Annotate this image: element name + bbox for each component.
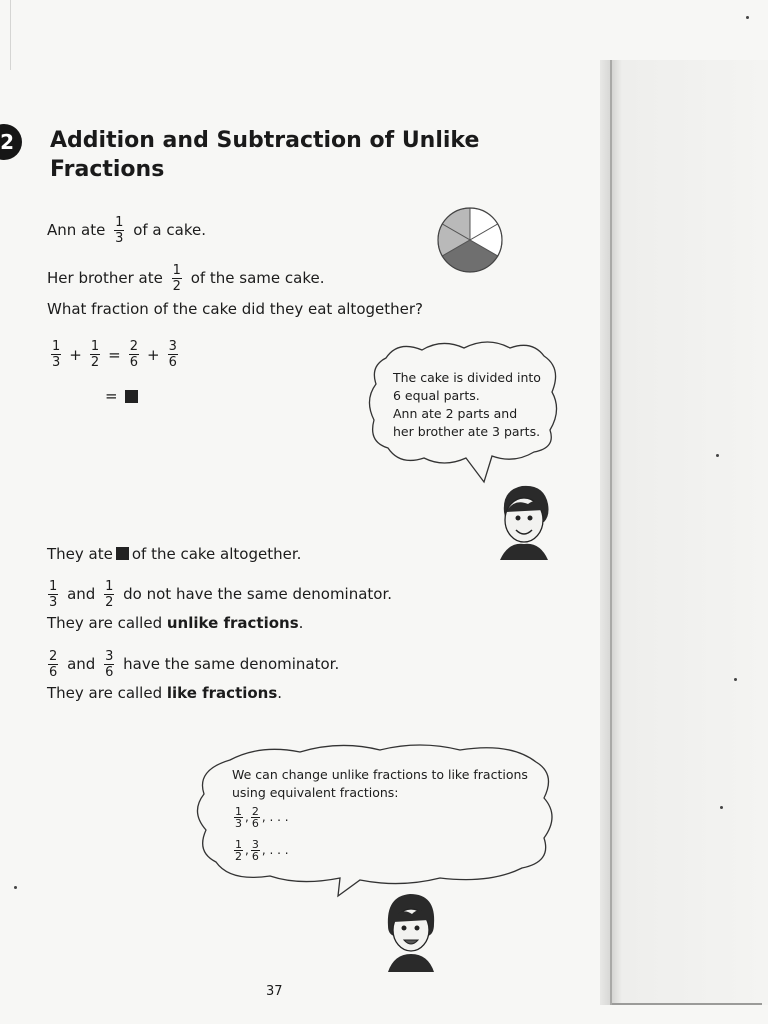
scan-edge-mark xyxy=(10,0,11,70)
fraction: $\frac{3}{6}$ xyxy=(168,339,177,370)
fraction: $\frac{1}{2}$ xyxy=(235,838,242,863)
scan-speck xyxy=(14,886,17,889)
unlike-definition: They are called unlike fractions. xyxy=(47,614,304,632)
section-number-badge: 2 xyxy=(0,124,22,160)
equivalent-sequence-2: $\frac{1}{2}$ , $\frac{3}{6}$ , . . . xyxy=(235,838,289,863)
scan-speck xyxy=(716,454,719,457)
result-line: They ate of the cake altogether. xyxy=(47,545,302,563)
scan-speck xyxy=(734,678,737,681)
fraction: $\frac{2}{6}$ xyxy=(251,805,259,830)
fraction: $\frac{1}{3}$ xyxy=(52,339,61,370)
equivalent-sequence-1: $\frac{1}{3}$ , $\frac{2}{6}$ , . . . xyxy=(235,805,289,830)
page-title: Addition and Subtraction of Unlike Fractions xyxy=(50,128,480,182)
bubble2-text: We can change unlike fractions to like fractions using equivalent fractions: xyxy=(232,767,528,800)
boy-character-icon xyxy=(494,482,554,562)
question-text: What fraction of the cake did they eat altogether? xyxy=(47,300,423,318)
cake-pie-icon xyxy=(436,206,504,274)
scan-speck xyxy=(720,806,723,809)
fraction: $\frac{1}{3}$ xyxy=(49,579,58,610)
fraction: $\frac{2}{6}$ xyxy=(49,649,58,680)
like-fractions-line: $\frac{2}{6}$ and $\frac{3}{6}$ have the same denominator. xyxy=(49,649,340,680)
scan-speck xyxy=(746,16,749,19)
intro-line-ann: Ann ate $\frac{1}{3}$ of a cake. xyxy=(47,215,206,246)
fraction: $\frac{1}{3}$ xyxy=(115,215,124,246)
answer-box xyxy=(116,547,129,560)
fraction: $\frac{1}{2}$ xyxy=(105,579,114,610)
fraction: $\frac{3}{6}$ xyxy=(105,649,114,680)
equation-line-1: $\frac{1}{3}$ + $\frac{1}{2}$ = $\frac{2}{6}$ + $\frac{3}{6}$ xyxy=(52,339,177,370)
fraction: $\frac{3}{6}$ xyxy=(251,838,259,863)
fraction: $\frac{2}{6}$ xyxy=(129,339,138,370)
equation-line-2: = xyxy=(101,387,141,405)
answer-box xyxy=(125,390,138,403)
like-definition: They are called like fractions. xyxy=(47,684,283,702)
fraction: $\frac{1}{3}$ xyxy=(235,805,242,830)
girl-character-icon xyxy=(382,890,440,972)
fraction: $\frac{1}{2}$ xyxy=(172,263,181,294)
unlike-fractions-line: $\frac{1}{3}$ and $\frac{1}{2}$ do not have the same denominator. xyxy=(49,579,393,610)
fraction: $\frac{1}{2}$ xyxy=(90,339,100,370)
page-number: 37 xyxy=(266,984,283,999)
intro-line-brother: Her brother ate $\frac{1}{2}$ of the same cake. xyxy=(47,263,325,294)
book-page-edge xyxy=(600,60,768,1005)
bubble1-text: The cake is divided into 6 equal parts. Ann ate 2 parts and her brother ate 3 parts. xyxy=(393,370,541,439)
page-bottom-edge xyxy=(612,1003,762,1005)
